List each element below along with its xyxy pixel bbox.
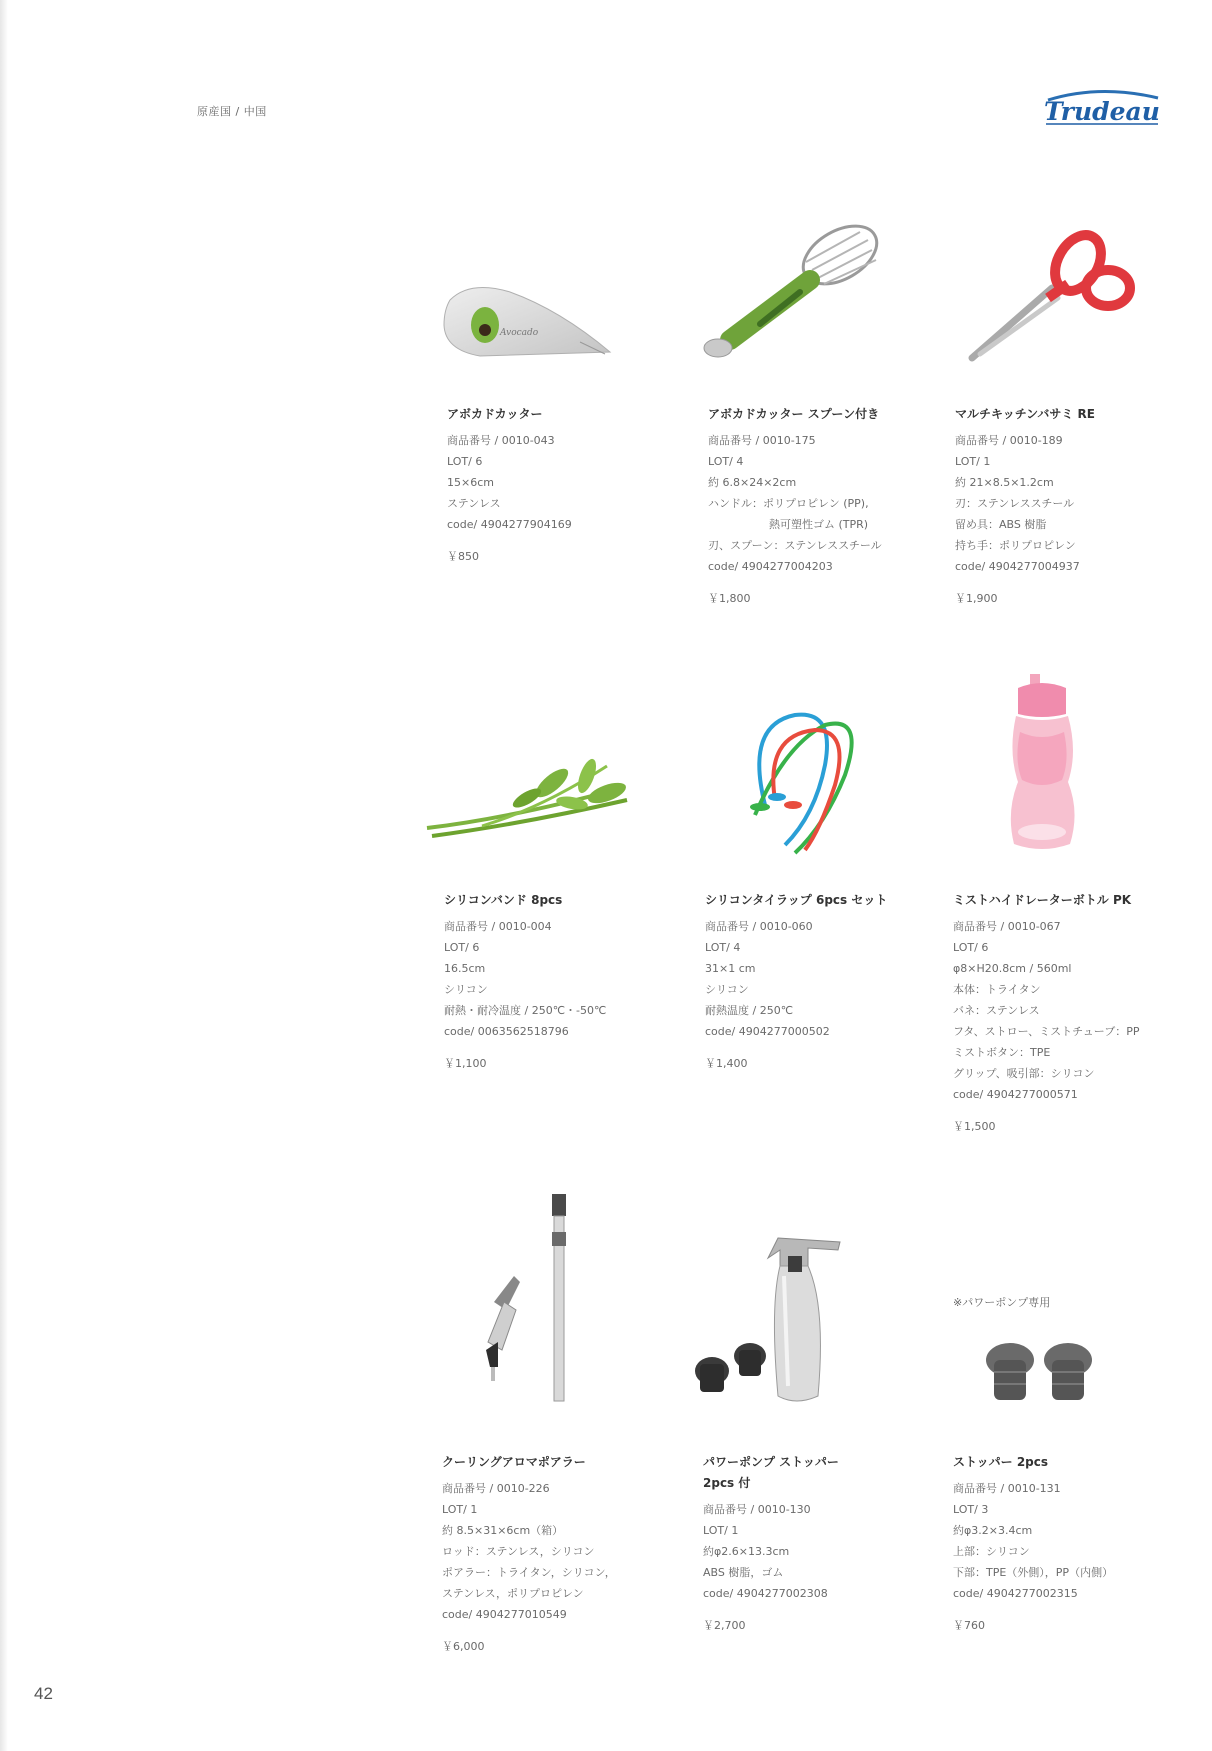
svg-text:Avocado: Avocado [500, 328, 539, 338]
product-spec: 商品番号 / 0010-226 [442, 1482, 550, 1495]
product-spec: code/ 4904277010549 [442, 1608, 567, 1621]
stopper-note: ※パワーポンプ専用 [953, 1296, 1051, 1309]
product-spec: ロッド：ステンレス，シリコン [442, 1545, 595, 1558]
product-title: ストッパー 2pcs [953, 1455, 1049, 1469]
product-spec: ステンレス [447, 497, 501, 510]
product-title: シリコンバンド 8pcs [444, 893, 563, 907]
page-number: 42 [34, 1684, 53, 1703]
product-spec: LOT/ 1 [442, 1503, 478, 1516]
brand-wordmark: Trudeau [1044, 97, 1160, 126]
product-title: アボカドカッター スプーン付き [708, 407, 880, 421]
product-price: ￥2,700 [703, 1619, 746, 1632]
product-spec: code/ 4904277004203 [708, 560, 833, 573]
product-card-stopper [953, 1452, 1183, 1636]
product-spec: 15×6cm [447, 476, 494, 489]
product-card-silicone-twist-tie [705, 890, 935, 1074]
silicone-band-image [422, 748, 632, 843]
product-title: ミストハイドレーターボトル PK [953, 893, 1132, 907]
product-card-avocado-cutter [447, 404, 677, 567]
product-card-kitchen-scissors [955, 404, 1185, 609]
product-spec: LOT/ 6 [953, 941, 989, 954]
origin-label: 原産国 / 中国 [197, 105, 267, 118]
product-card-mist-bottle [953, 890, 1183, 1137]
avocado-cutter-spoon-image [700, 220, 885, 365]
product-spec: 持ち手：ポリプロピレン [955, 539, 1076, 552]
stopper-2pcs-image [980, 1340, 1100, 1415]
product-card-avocado-cutter-spoon [708, 404, 938, 609]
product-spec: 約 6.8×24×2cm [708, 476, 797, 489]
power-pump-stopper-image [688, 1236, 848, 1408]
product-spec: ポアラー：トライタン，シリコン， [442, 1566, 616, 1579]
product-spec: 商品番号 / 0010-189 [955, 434, 1063, 447]
product-spec: 商品番号 / 0010-130 [703, 1503, 811, 1516]
product-spec: code/ 4904277904169 [447, 518, 572, 531]
product-spec: LOT/ 4 [708, 455, 744, 468]
product-price: ￥1,100 [444, 1057, 487, 1070]
product-spec: LOT/ 6 [444, 941, 480, 954]
product-spec: ステンレス，ポリプロピレン [442, 1587, 584, 1600]
product-spec: LOT/ 1 [955, 455, 991, 468]
product-spec: 上部：シリコン [953, 1545, 1030, 1558]
product-spec: フタ、ストロー、ミストチューブ：PP [953, 1025, 1140, 1038]
product-spec: 留め具：ABS 樹脂 [955, 518, 1047, 531]
product-spec: LOT/ 1 [703, 1524, 739, 1537]
product-spec: 耐熱・耐冷温度 / 250℃・-50℃ [444, 1004, 607, 1017]
product-spec: code/ 4904277000502 [705, 1025, 830, 1038]
product-spec: code/ 4904277002315 [953, 1587, 1078, 1600]
product-spec: 31×1 cm [705, 962, 756, 975]
product-spec: LOT/ 6 [447, 455, 483, 468]
product-title: パワーポンプ ストッパー [703, 1455, 839, 1469]
product-spec: 熱可塑性ゴム (TPR) [769, 518, 869, 531]
product-spec: code/ 4904277002308 [703, 1587, 828, 1600]
product-card-silicone-band [444, 890, 674, 1074]
product-spec: ハンドル：ポリプロピレン (PP), [708, 497, 869, 510]
product-price: ￥850 [447, 550, 479, 563]
product-price: ￥1,400 [705, 1057, 748, 1070]
product-title-line2: 2pcs 付 [703, 1476, 751, 1490]
product-spec: 商品番号 / 0010-043 [447, 434, 555, 447]
product-spec: ミストボタン：TPE [953, 1046, 1051, 1059]
product-spec: 商品番号 / 0010-004 [444, 920, 552, 933]
avocado-cutter-image [440, 280, 615, 360]
product-title: マルチキッチンバサミ RE [955, 407, 1095, 421]
mist-bottle-image [1000, 672, 1085, 857]
aroma-pourer-image [480, 1192, 580, 1410]
product-spec: グリップ、吸引部：シリコン [953, 1067, 1095, 1080]
product-spec: LOT/ 3 [953, 1503, 989, 1516]
product-spec: code/ 4904277000571 [953, 1088, 1078, 1101]
product-spec: 約φ2.6×13.3cm [703, 1545, 790, 1558]
kitchen-scissors-image [960, 228, 1135, 363]
product-spec: 刃、スプーン：ステンレススチール [708, 539, 882, 552]
product-spec: 約 8.5×31×6cm（箱） [442, 1524, 564, 1537]
product-card-power-pump [703, 1452, 933, 1636]
product-spec: 本体：トライタン [953, 983, 1041, 996]
product-spec: 耐熱温度 / 250℃ [705, 1004, 794, 1017]
product-spec: 商品番号 / 0010-131 [953, 1482, 1061, 1495]
product-spec: LOT/ 4 [705, 941, 741, 954]
product-title: アボカドカッター [447, 407, 543, 421]
product-spec: 約φ3.2×3.4cm [953, 1524, 1033, 1537]
product-price: ￥6,000 [442, 1640, 485, 1653]
product-spec: バネ：ステンレス [953, 1004, 1040, 1017]
product-price: ￥1,800 [708, 592, 751, 605]
product-spec: シリコン [705, 983, 749, 996]
product-spec: 16.5cm [444, 962, 486, 975]
page-edge-shadow [0, 0, 8, 1751]
silicone-twist-tie-image [725, 705, 875, 855]
product-price: ￥1,900 [955, 592, 998, 605]
product-title: シリコンタイラップ 6pcs セット [705, 893, 888, 907]
product-spec: code/ 0063562518796 [444, 1025, 569, 1038]
product-price: ￥1,500 [953, 1120, 996, 1133]
product-spec: 約 21×8.5×1.2cm [955, 476, 1054, 489]
product-spec: φ8×H20.8cm / 560ml [953, 962, 1072, 975]
product-spec: ABS 樹脂，ゴム [703, 1566, 784, 1579]
product-spec: 商品番号 / 0010-175 [708, 434, 816, 447]
product-spec: 商品番号 / 0010-067 [953, 920, 1061, 933]
product-spec: 刃：ステンレススチール [955, 497, 1075, 510]
product-spec: code/ 4904277004937 [955, 560, 1080, 573]
product-spec: 商品番号 / 0010-060 [705, 920, 813, 933]
product-spec: シリコン [444, 983, 488, 996]
product-title: クーリングアロマポアラー [442, 1455, 586, 1469]
product-card-aroma-pourer [442, 1452, 672, 1657]
product-spec: 下部：TPE（外側），PP（内側） [953, 1566, 1114, 1579]
product-price: ￥760 [953, 1619, 985, 1632]
trudeau-logo [1040, 86, 1166, 126]
